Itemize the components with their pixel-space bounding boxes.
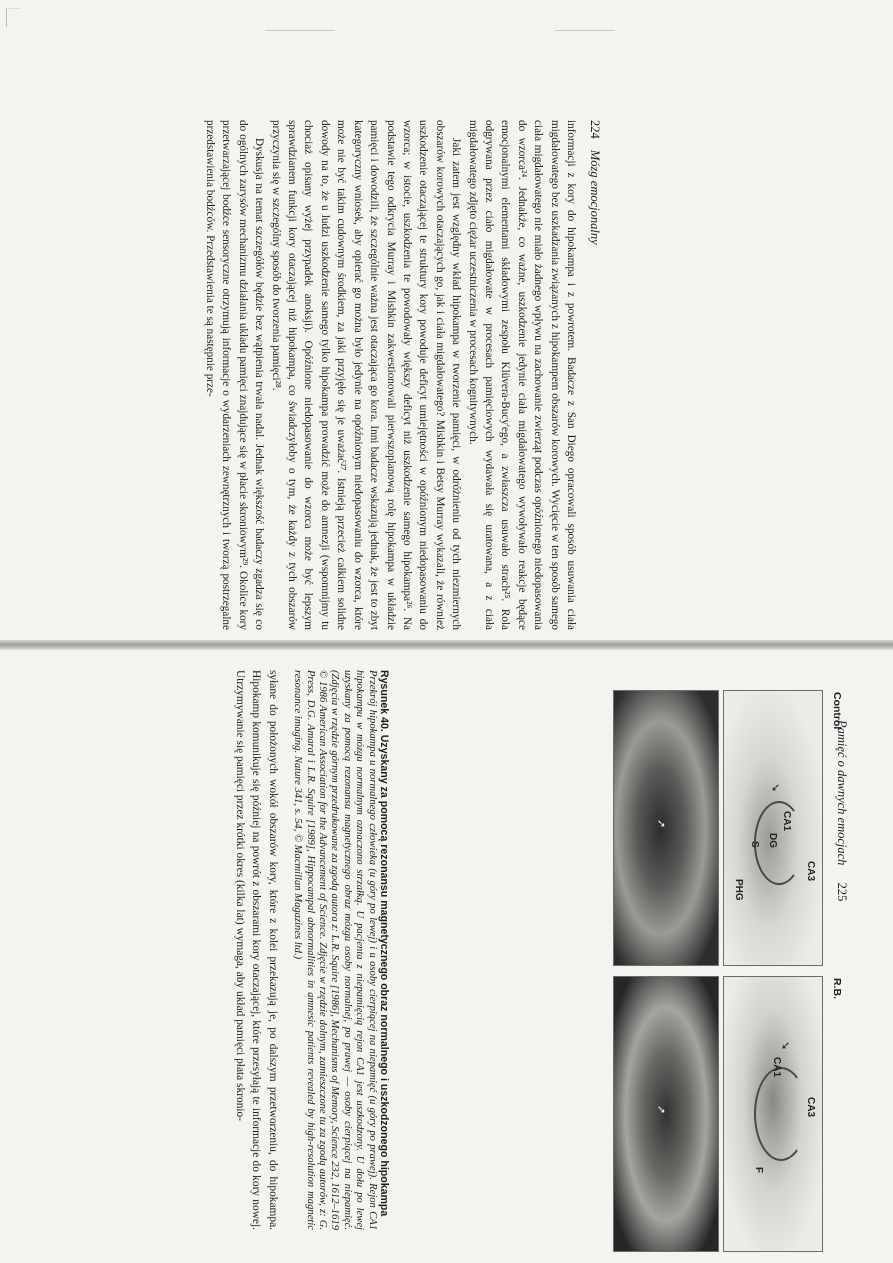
arrow-icon: ➚ [655, 1105, 667, 1115]
right-page-body [190, 670, 390, 1230]
label-f: F [753, 1167, 764, 1174]
arrow-icon: ➚ [655, 819, 667, 829]
figure-label-control: Control [831, 692, 843, 730]
figure-label-patient: R.B. [831, 978, 843, 999]
label-ca1: CA1 [781, 811, 792, 832]
paragraph: informacji z kory do hipokampa i z powrotem. Badacze z San Diego opracowali sposób usuwania ciała migdałowatego bez uszkadzania związanych z hipokampem obszarów korowych. Wycięcie w ten sposób samego ciała migdałowatego nie miało żadnego wpływu na zachowanie zwierząt podczas opóźnionego niedopasowania do wzorca²⁴. Jednakże, co ważne, uszkodzenie jedynie ciała migdałowatego wywoływało reakcje będące emocjonalnymi elementami składowymi zespołu Klüvera-Bucy'ego, a zwłaszcza usuwało strach²⁵. Rola odgrywana przez ciało migdałowate w procesach pamięciowych wydawała się uratowana, a z ciała migdałowatego zdjęto ciężar uczestniczenia w procesach kognitywnych. [466, 120, 577, 630]
hippocampus-outline [754, 1067, 808, 1161]
arrow-icon: ➘ [779, 1041, 791, 1051]
running-head: Mózg emocjonalny [588, 149, 602, 245]
label-ca1: CA1 [771, 1057, 782, 1078]
paragraph: Dyskusja na temat szczegółów będzie bez wątpienia trwała nadal. Jednak większość badaczy zgadza się co do ogólnych zarysów mechanizmu działania układu pamięci znajdujące się w płacie skroniowym²⁹. Okolice kory przetwarzającej bodźce sensoryczne otrzymują informacje o wydarzeniach zewnętrznych i tworzą postrzegalne przedstawienia bodźców. Przedstawienia te są następnie prze- [204, 120, 266, 630]
left-page [100, 120, 603, 630]
caption-body: Przekrój hipokampa u normalnego człowieka (u góry po lewej) i u osoby cierpiącej na niepamięć (u góry po prawej). Rejon CA1 hipokampu w mózgu normalnym oznaczono strzałką. U pacjenta z niepamięcią rejon CA1 jest uszkodzony. U dołu po lewej uzyskany za pomocą rezonansu magnetycznego obraz mózgu osoby normalnej, po prawej — osoby cierpiącej na niepamięć. (Zdjęcia w rzędzie górnym przedrukowane za zgodą autora z: L.R. Squire [1986], Mechanisms of Memory, Science 232, 1612–1619 © 1986 American Association for the Advancement of Science. Zdjęcie w rzędzie dolnym, zamieszczone tu za zgodą autorów, z: G. Press, D.G. Amaral i L.R. Squire [1989], Hippocampal abnormalities in amnesic patients revealed by high-resolution magnetic resonance imaging. Nature 341, s. 54, © Macmillan Magazines ltd.) [292, 670, 378, 1230]
left-page-header [587, 120, 603, 630]
histology-control-image [723, 690, 823, 966]
arrow-icon: ➘ [769, 783, 781, 793]
mri-control-image [613, 690, 719, 966]
label-dg: DG [767, 833, 778, 848]
paragraph: Jaki zatem jest względny wkład hipokampa w tworzenie pamięci, w odróżnieniu od tych niezmiernych obszarów korowych otaczających go, jak i ciała migdałowatego? Mishkin i Betsy Murray wykazali, że również uszkodzenie otaczającej te struktury kory powoduje deficyt umiejętności w opóźnionym niedopasowaniu do wzorca; w istocie, uszkodzenia te powodowały większy deficyt niż uszkodzenie samego hipokampa²⁶. Na podstawie tego odkrycia Murray i Mishkin zakwestionowali pierwszoplanową rolę hipokampa w układzie pamięci i dowodzili, że szczególnie ważna jest otaczająca go kora. Inni badacze wskazują jednak, że jest to zbyt kategoryczny wniosek, aby opierać go można było jedynie na opóźnionym niedopasowaniu do wzorca, które może nie być takim cudownym środkiem, za jaki przyjęło się je uważać²⁷. Istnieją przecież całkiem solidne dowody na to, że u ludzi uszkodzenie samego tylko hipokampa prowadzić może do amnezji (wspomnijmy tu chociaż opisany wyżej przypadek anoksji). Opóźnione niedopasowanie do wzorca może być lepszym sprawdzianem funkcji kory otaczającej niż hipokampa, co świadczyłoby o tym, że każdy z tych obszarów przyczynia się w szczególny sposób do tworzenia pamięci²⁸. [269, 120, 463, 630]
paragraph: syłane do położonych wokół obszarów kory, które z kolei przekazują je, po dalszym przetworzeniu, do hipokampa. Hipokamp komunikuje się później na powrót z obszarami kory otaczającej, które przesyłają te informacje do kory nowej. Utrzymywanie się pamięci przez krótki okres (kilka lat) wymaga, aby układ pamięci płata skronio- [233, 670, 279, 1230]
caption-title: Rysunek 40. Uzyskany za pomocą rezonansu magnetycznego obraz normalnego i uszkodzonego hipokampa [378, 670, 390, 1217]
figure-caption [291, 670, 390, 1230]
hippocampus-outline [754, 801, 804, 885]
figure-40 [615, 690, 845, 1250]
label-phg: PHG [733, 879, 744, 901]
running-head: Pamięć o dawnych emocjach [835, 720, 849, 866]
mri-patient-image [613, 976, 719, 1252]
histology-patient-image [723, 976, 823, 1252]
scan-corner-mark [6, 8, 19, 27]
label-ca3: CA3 [805, 1097, 816, 1118]
scan-line [265, 30, 335, 31]
page-fold [0, 640, 893, 650]
label-ca3: CA3 [805, 861, 816, 882]
page-number: 224 [588, 120, 602, 139]
scan-line [555, 30, 615, 31]
page-number: 225 [835, 882, 849, 902]
label-s: S [749, 841, 760, 848]
